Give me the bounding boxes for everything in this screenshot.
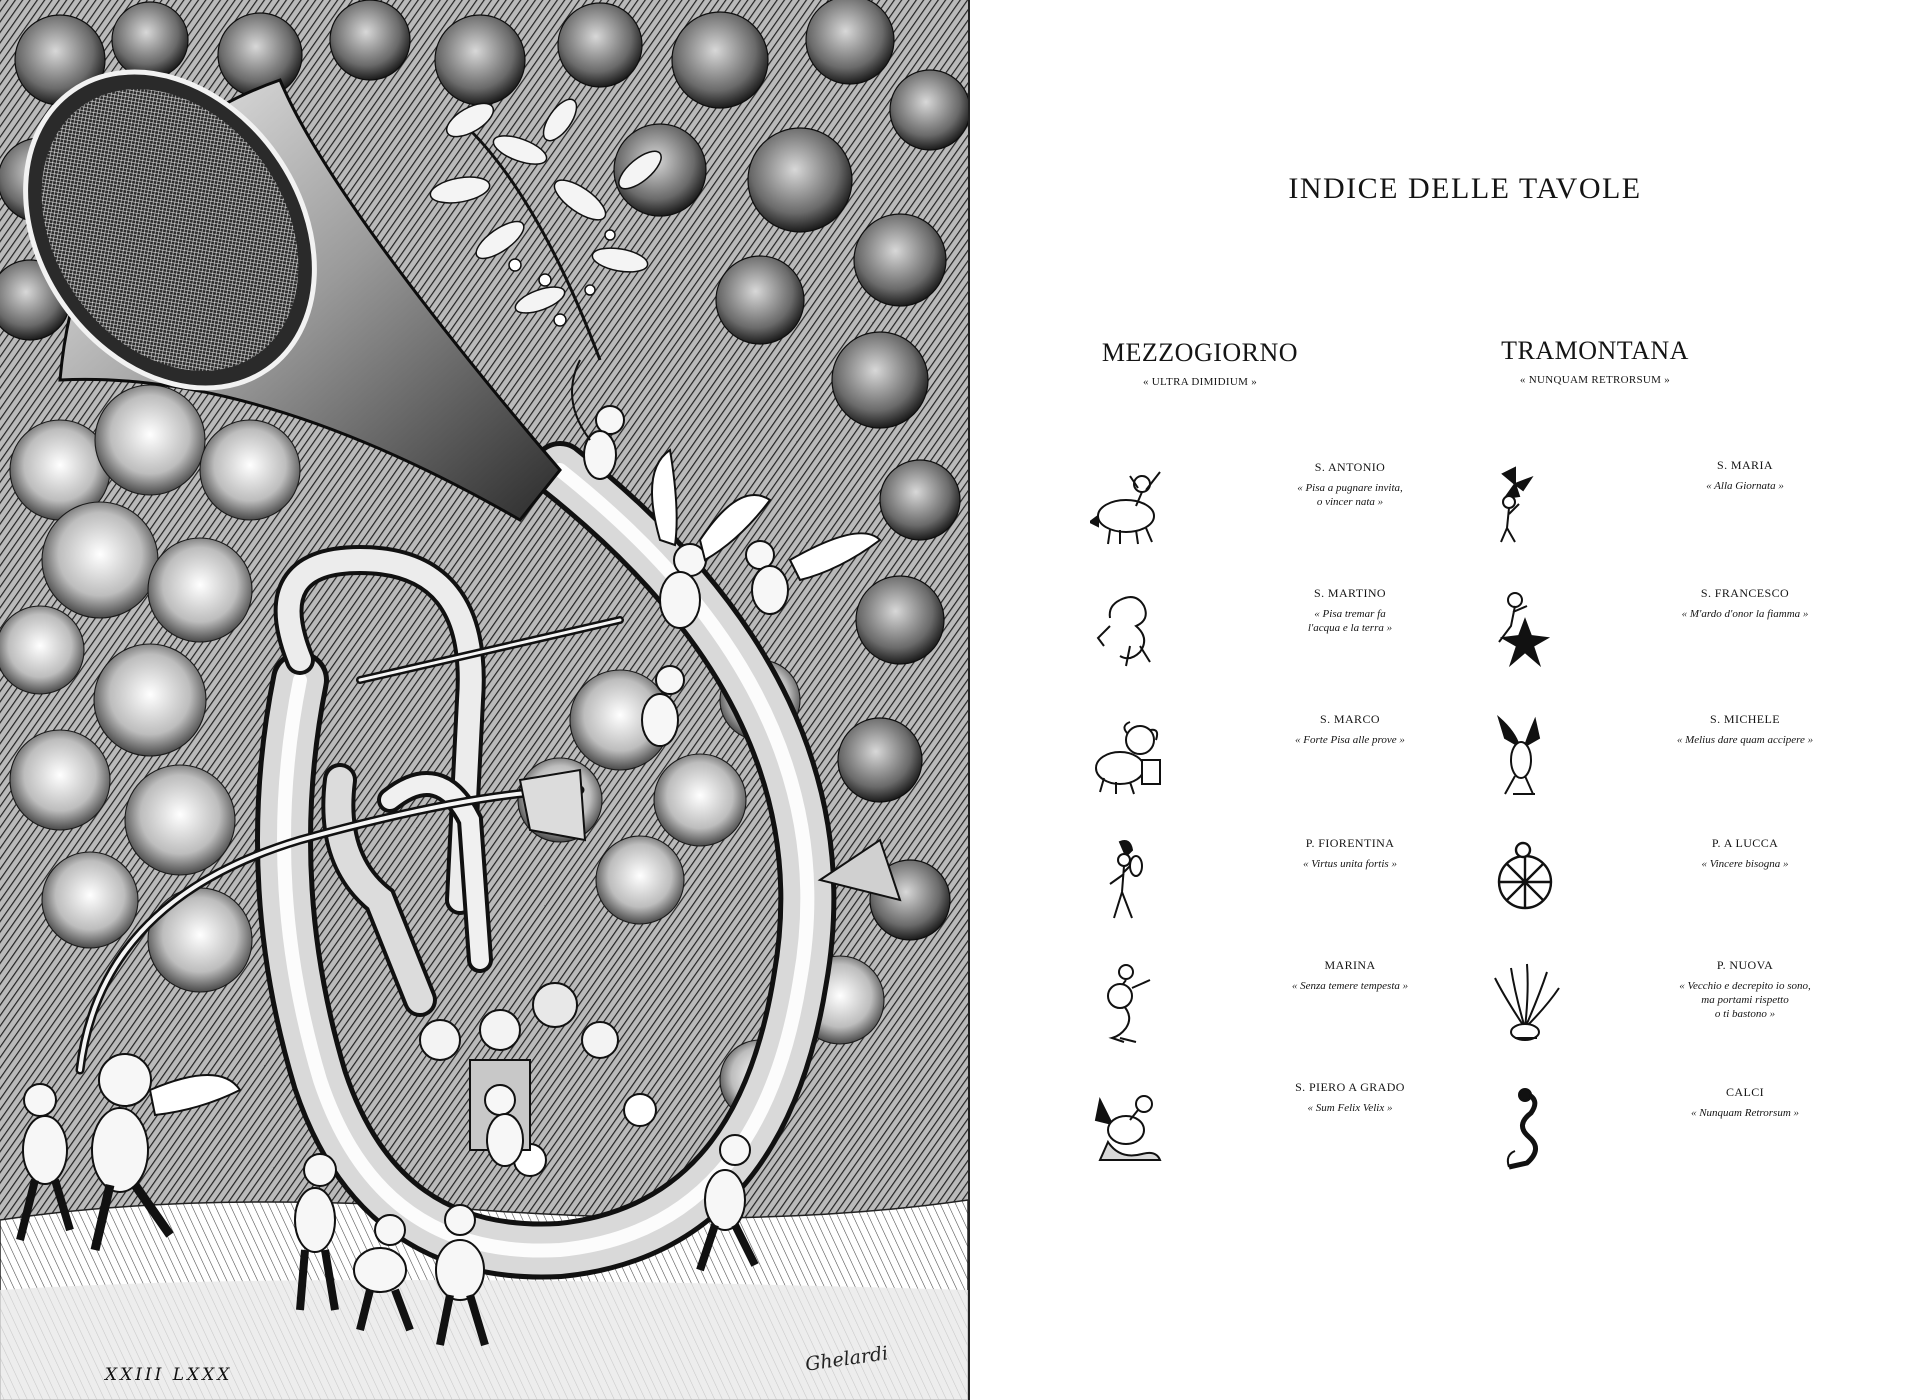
entry-text (1230, 460, 1470, 509)
index-page (980, 0, 1920, 1400)
boar-emblem (1090, 460, 1170, 548)
entry-title: S. MICHELE (1710, 712, 1780, 726)
entry-motto: « Virtus unita fortis » (1303, 858, 1397, 870)
entry-text (1625, 958, 1865, 1021)
right-column-header (1425, 336, 1765, 386)
list-item (1090, 836, 1490, 946)
left-column-heading: MEZZOGIORNO (1101, 338, 1299, 367)
entry-title: S. FRANCESCO (1700, 586, 1790, 600)
figure-with-torch-emblem (1090, 836, 1170, 924)
right-column-motto: « NUNQUAM RETRORSUM » (1519, 374, 1671, 386)
artist-signature: Ghelardi (803, 1342, 890, 1376)
right-column-heading: TRAMONTANA (1501, 336, 1689, 365)
left-column-header (1030, 338, 1370, 388)
entry-motto: « Vecchio e decrepito io sono, ma portami rispetto o ti bastono » (1679, 980, 1811, 1020)
windmill-emblem (1485, 458, 1565, 546)
entry-title: MARINA (1324, 958, 1376, 972)
entry-motto: « M'ardo d'onor la fiamma » (1681, 608, 1809, 620)
list-item (1485, 1085, 1885, 1195)
entry-motto: « Forte Pisa alle prove » (1295, 734, 1405, 746)
list-item (1090, 958, 1490, 1068)
dragon-emblem (1090, 1080, 1170, 1168)
list-item (1485, 958, 1885, 1068)
entry-motto: « Pisa tremar fa l'acqua e la terra » (1307, 608, 1393, 634)
seahorse-emblem (1090, 586, 1170, 674)
serpent-emblem (1485, 1085, 1565, 1173)
entry-motto: « Nunquam Retrorsum » (1690, 1107, 1800, 1119)
entry-title: S. MARIA (1717, 458, 1773, 472)
entry-text (1625, 1085, 1865, 1120)
entry-text (1230, 958, 1470, 993)
list-item (1090, 712, 1490, 822)
entry-text (1230, 836, 1470, 871)
entry-title: P. FIORENTINA (1305, 836, 1395, 850)
mermaid-emblem (1090, 958, 1170, 1046)
entry-motto: « Alla Giornata » (1706, 480, 1784, 492)
entry-title: S. ANTONIO (1314, 460, 1386, 474)
entry-motto: « Vincere bisogna » (1701, 858, 1789, 870)
flame-emblem (1485, 958, 1565, 1046)
star-figure-emblem (1485, 586, 1565, 674)
entry-title: CALCI (1726, 1085, 1764, 1099)
entry-motto: « Senza temere tempesta » (1291, 980, 1409, 992)
list-item (1485, 458, 1885, 568)
entry-title: P. NUOVA (1716, 958, 1774, 972)
entry-motto: « Pisa a pugnare invita, o vincer nata » (1297, 482, 1403, 508)
entry-text (1230, 586, 1470, 635)
entry-title: P. A LUCCA (1711, 836, 1779, 850)
page-title: INDICE DELLE TAVOLE (1288, 172, 1642, 205)
list-item (1090, 1080, 1490, 1190)
entry-text (1625, 836, 1865, 871)
entry-title: S. PIERO A GRADO (1295, 1080, 1405, 1094)
list-item (1485, 712, 1885, 822)
entry-motto: « Melius dare quam accipere » (1676, 734, 1814, 746)
list-item (1090, 586, 1490, 696)
entry-title: S. MARCO (1320, 712, 1380, 726)
entry-text (1625, 586, 1865, 621)
entry-title: S. MARTINO (1314, 586, 1386, 600)
entry-motto: « Sum Felix Velix » (1307, 1102, 1393, 1114)
plate-inscription: XXIII LXXX (105, 1365, 233, 1385)
list-item (1485, 586, 1885, 696)
entry-text (1625, 712, 1865, 747)
entry-text (1625, 458, 1865, 493)
book-spine (968, 0, 980, 1400)
wheel-figure-emblem (1485, 836, 1565, 924)
entry-text (1230, 712, 1470, 747)
entry-text (1230, 1080, 1470, 1115)
list-item (1090, 460, 1490, 570)
list-item (1485, 836, 1885, 946)
lion-emblem (1090, 712, 1170, 800)
left-column-motto: « ULTRA DIMIDIUM » (1142, 376, 1258, 388)
eagle-emblem (1485, 712, 1565, 800)
